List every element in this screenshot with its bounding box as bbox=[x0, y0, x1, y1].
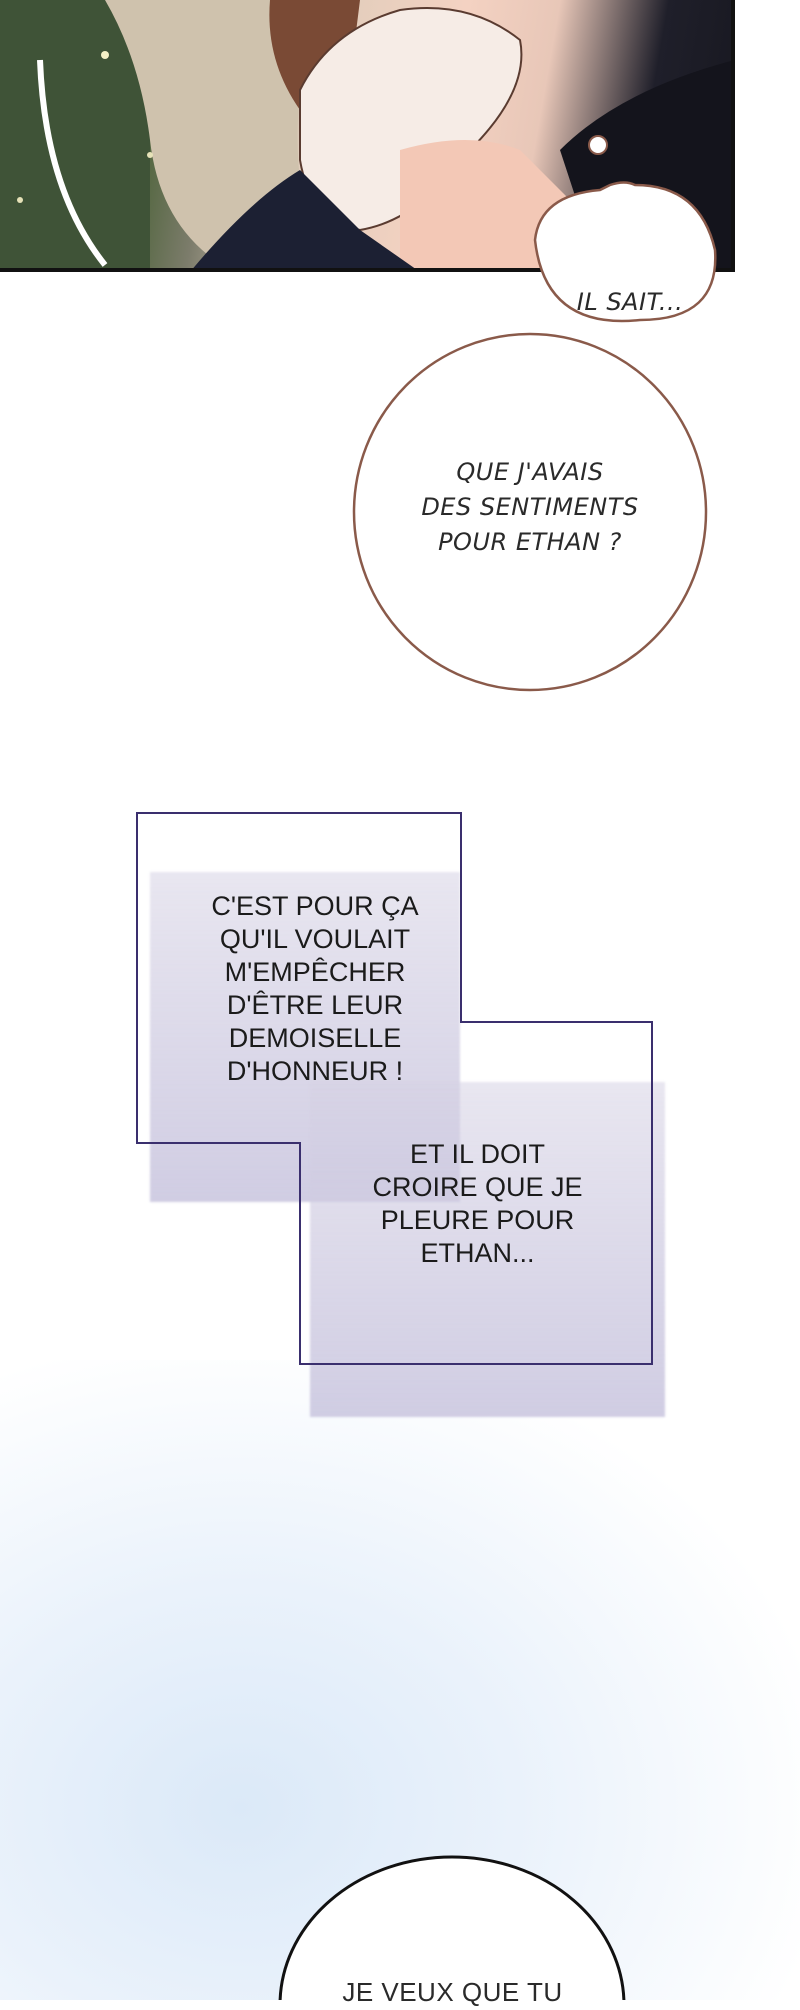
narration-line: M'EMPÊCHER bbox=[224, 957, 406, 987]
speech-bubble-bottom-text: JE VEUX QUE TU bbox=[342, 1977, 563, 2007]
narration-line: C'EST POUR ÇA bbox=[211, 891, 419, 921]
narration-line: ET IL DOIT bbox=[409, 1139, 546, 1169]
narration-line: CROIRE QUE JE bbox=[372, 1172, 583, 1202]
speech-line: POUR ETHAN ? bbox=[438, 528, 622, 556]
speech-bubble-small-text: IL SAIT... bbox=[576, 288, 684, 316]
speech-line: QUE J'AVAIS bbox=[456, 458, 604, 486]
narration-line: PLEURE POUR bbox=[380, 1205, 575, 1235]
narration-line: D'HONNEUR ! bbox=[226, 1056, 404, 1086]
narration-box-1-text bbox=[160, 890, 470, 1088]
narration-line: ETHAN... bbox=[420, 1238, 535, 1268]
narration-line: QU'IL VOULAIT bbox=[219, 924, 411, 954]
narration-line: DEMOISELLE bbox=[228, 1023, 402, 1053]
speech-line: DES SENTIMENTS bbox=[421, 493, 639, 521]
narration-box-2-text bbox=[345, 1138, 610, 1270]
narration-line: D'ÊTRE LEUR bbox=[226, 990, 404, 1020]
